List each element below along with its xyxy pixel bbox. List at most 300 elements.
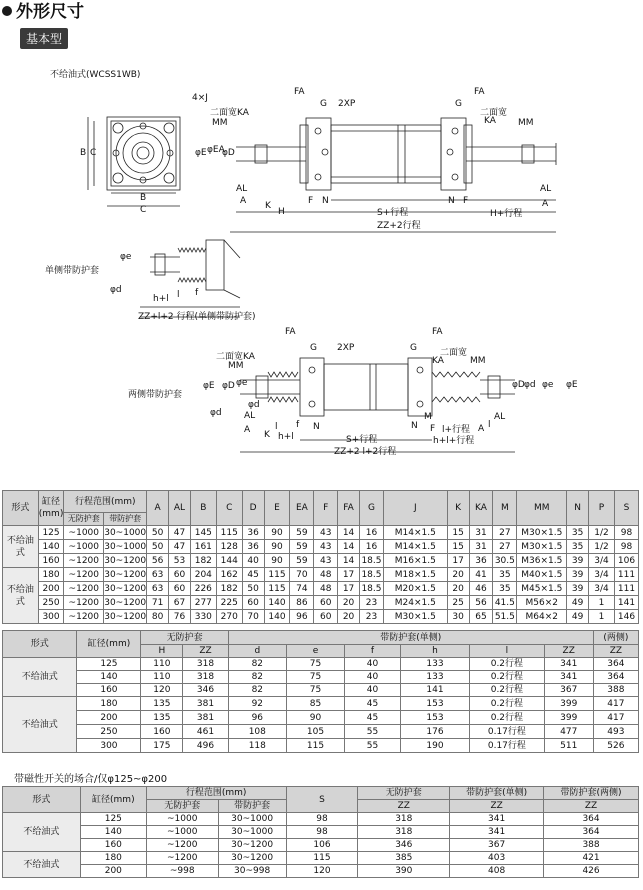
- table-cell: 341: [450, 813, 544, 826]
- dim-label: C: [90, 148, 97, 158]
- dim-label: h+l+行程: [433, 436, 475, 446]
- table3-header: 形式: [3, 787, 81, 813]
- table-cell: 141: [400, 684, 469, 697]
- table-cell: 36: [242, 526, 264, 540]
- table-cell: 160: [77, 684, 141, 697]
- table-cell: 346: [183, 684, 228, 697]
- table-cell: 250: [77, 725, 141, 739]
- table-cell: 30~1200: [104, 597, 147, 608]
- table3-header: 无防护套: [358, 787, 450, 800]
- table1-header: F: [314, 491, 338, 526]
- table1-group-name: 不给油式: [3, 526, 39, 568]
- table-cell: 250: [38, 596, 64, 610]
- table-cell: 60: [169, 582, 191, 596]
- dim-label: φE: [566, 380, 578, 390]
- table1-header: B: [190, 491, 216, 526]
- table1-header: MM: [517, 491, 567, 526]
- dim-label: G: [410, 343, 417, 353]
- table-cell: 39: [567, 554, 589, 568]
- table-cell: 30~1000: [104, 527, 147, 538]
- dim-label: S+行程: [346, 435, 378, 445]
- dim-label: φe: [542, 380, 554, 390]
- table-cell: 48: [314, 582, 338, 596]
- dim-label: ZZ+l+2 行程(单侧带防护套): [138, 312, 256, 322]
- table-cell: 111: [614, 582, 638, 596]
- dim-label: H: [278, 207, 285, 217]
- table-cell: 16: [360, 526, 384, 540]
- table-cell: 60: [169, 568, 191, 582]
- dim-label: ZZ+2行程: [377, 221, 421, 231]
- table-cell: ~1200: [64, 582, 104, 596]
- table-cell: 388: [544, 839, 639, 852]
- table-cell: 80: [147, 610, 169, 624]
- table-cell: 75: [286, 658, 344, 671]
- magnetic-switch-note: 带磁性开关的场合/仅φ125~φ200: [14, 774, 168, 785]
- table-cell: 30: [447, 610, 469, 624]
- table-cell: 67: [169, 596, 191, 610]
- table-cell: 120: [286, 865, 358, 878]
- table2-subheader: e: [286, 645, 344, 658]
- table-cell: ~1000: [146, 826, 218, 839]
- table-cell: ~1000: [64, 540, 104, 554]
- table-cell: 30~1000: [218, 826, 286, 839]
- table2-group-name: 不给油式: [3, 658, 77, 697]
- table-cell: 60: [242, 596, 264, 610]
- table-cell: 300: [77, 739, 141, 753]
- table1-header: 形式: [3, 491, 39, 526]
- table-cell: 55: [345, 739, 401, 753]
- table-cell: 27: [493, 540, 517, 554]
- table2-header: 带防护套(单侧): [228, 631, 593, 645]
- dim-label: φE: [203, 381, 215, 391]
- table-cell: 56: [147, 554, 169, 568]
- table3-subheader: 带防护套: [218, 800, 286, 813]
- table-cell: 98: [614, 540, 638, 554]
- table-cell: 47: [169, 540, 191, 554]
- table-cell: 51.5: [494, 611, 515, 622]
- table-cell: 49: [567, 596, 589, 610]
- table-cell: 0.2行程: [470, 711, 545, 725]
- dim-label: AL: [244, 411, 256, 421]
- table-cell: ~1200: [146, 852, 218, 865]
- table-cell: 40: [242, 554, 264, 568]
- table-cell: 20: [447, 568, 469, 582]
- table-cell: 133: [400, 658, 469, 671]
- table-cell: 364: [544, 826, 639, 839]
- table-cell: 30~1000: [218, 813, 286, 826]
- table-cell: 388: [593, 684, 638, 697]
- dim-label: B: [80, 148, 87, 158]
- table2-header: 缸径(mm): [77, 631, 141, 658]
- table-cell: 82: [228, 684, 286, 697]
- table3-group-name: 不给油式: [3, 852, 81, 878]
- table-cell: 45: [345, 697, 401, 711]
- table1-header: KA: [469, 491, 493, 526]
- table2-subheader: l: [470, 645, 545, 658]
- dim-label: φd: [524, 380, 536, 390]
- table-cell: 364: [593, 671, 638, 684]
- table1-subheader: 无防护套: [64, 513, 104, 526]
- table2-subheader: ZZ: [544, 645, 593, 658]
- table-cell: M64×2: [517, 610, 567, 624]
- table-cell: 3/4: [589, 582, 615, 596]
- dim-label: l: [275, 422, 278, 432]
- table-cell: ~1000: [64, 526, 104, 540]
- dim-label: K: [264, 430, 270, 440]
- table-cell: 461: [183, 725, 228, 739]
- table-cell: 90: [264, 526, 290, 540]
- table-cell: 30~1000: [104, 541, 147, 552]
- table-cell: 14: [338, 554, 360, 568]
- table-cell: 133: [400, 671, 469, 684]
- dim-label: A: [542, 199, 549, 209]
- table-cell: 60: [314, 596, 338, 610]
- table-cell: 55: [345, 725, 401, 739]
- table-cell: 46: [469, 582, 493, 596]
- table2-subheader: f: [345, 645, 401, 658]
- table-cell: 385: [358, 852, 450, 865]
- table-cell: 18.5: [361, 583, 382, 594]
- table-cell: 115: [264, 582, 290, 596]
- table1-header: FA: [338, 491, 360, 526]
- table-cell: M24×1.5: [383, 596, 447, 610]
- single-boot-view: [140, 240, 240, 317]
- dim-label: F: [430, 424, 436, 434]
- table-cell: 141: [614, 596, 638, 610]
- table-cell: 408: [450, 865, 544, 878]
- table-cell: 50: [242, 582, 264, 596]
- table-cell: 182: [216, 582, 242, 596]
- dim-label: N: [322, 196, 329, 206]
- table1-header: AL: [169, 491, 191, 526]
- table-cell: 50: [147, 540, 169, 554]
- dim-label: φEA: [207, 145, 225, 155]
- table3-subheader: ZZ: [544, 800, 639, 813]
- dim-label: φe: [236, 378, 248, 388]
- table-cell: 20: [338, 610, 360, 624]
- table-cell: 153: [400, 711, 469, 725]
- table-cell: 40: [345, 671, 401, 684]
- table2-header: (两侧): [593, 631, 638, 645]
- dim-label: ZZ+2 l+2行程: [334, 447, 397, 457]
- table1-header: J: [383, 491, 447, 526]
- table-cell: 110: [141, 671, 183, 684]
- dim-label: N: [448, 196, 455, 206]
- table-cell: 39: [567, 582, 589, 596]
- table1-header: E: [264, 491, 290, 526]
- table-cell: 108: [228, 725, 286, 739]
- dimension-table-1: [2, 490, 639, 624]
- table-cell: 135: [141, 711, 183, 725]
- table-cell: 277: [190, 596, 216, 610]
- dim-label: φD: [222, 148, 235, 158]
- double-boot-title: 两侧带防护套: [128, 390, 183, 400]
- table-cell: 1/2: [589, 526, 615, 540]
- table3-header: 行程范围(mm): [146, 787, 286, 800]
- dim-label: h+l: [153, 294, 169, 304]
- table-cell: 63: [147, 568, 169, 582]
- table-cell: M18×1.5: [383, 568, 447, 582]
- table-cell: 59: [290, 540, 314, 554]
- table-cell: 115: [286, 852, 358, 865]
- table-cell: 175: [141, 739, 183, 753]
- dim-label: F: [463, 196, 469, 206]
- dim-label: 二面宽: [440, 348, 468, 358]
- table-cell: 318: [358, 813, 450, 826]
- table-cell: 92: [228, 697, 286, 711]
- table-cell: 111: [614, 568, 638, 582]
- dim-label: MM: [518, 118, 534, 128]
- table-cell: 82: [228, 658, 286, 671]
- table-cell: 36: [469, 554, 493, 568]
- table-cell: 50: [147, 526, 169, 540]
- dim-label: F: [308, 196, 314, 206]
- dim-label: M: [424, 412, 432, 422]
- table-cell: M20×1.5: [383, 582, 447, 596]
- table-cell: 35: [493, 568, 517, 582]
- dim-label: A: [240, 196, 247, 206]
- table-cell: ~1200: [146, 839, 218, 852]
- dim-label: φd: [210, 408, 222, 418]
- table-cell: 3/4: [589, 568, 615, 582]
- table-cell: 146: [614, 610, 638, 624]
- table-cell: 417: [593, 711, 638, 725]
- table-cell: 48: [314, 568, 338, 582]
- table-cell: 43: [314, 554, 338, 568]
- table-cell: 1/2: [589, 540, 615, 554]
- table-cell: 30~998: [218, 865, 286, 878]
- table-cell: 381: [183, 711, 228, 725]
- table-cell: 30~1200: [104, 611, 147, 622]
- dim-label: AL: [236, 184, 248, 194]
- table-cell: 59: [290, 526, 314, 540]
- table3-subheader: 无防护套: [146, 800, 218, 813]
- dim-label: l: [177, 290, 180, 300]
- table-cell: M30×1.5: [517, 526, 567, 540]
- table-cell: 367: [544, 684, 593, 697]
- table-cell: 14: [338, 540, 360, 554]
- table-cell: 3/4: [589, 554, 615, 568]
- table-cell: 30~1200: [218, 852, 286, 865]
- table-cell: 403: [450, 852, 544, 865]
- table-cell: 0.2行程: [470, 684, 545, 697]
- table-cell: 63: [147, 582, 169, 596]
- dim-label: AL: [540, 184, 552, 194]
- table-cell: ~1200: [64, 610, 104, 624]
- table1-header: EA: [290, 491, 314, 526]
- dim-label: G: [455, 99, 462, 109]
- table-cell: 125: [38, 526, 64, 540]
- table-cell: 0.17行程: [470, 725, 545, 739]
- dim-label: h+l: [278, 432, 294, 442]
- table-cell: 36: [242, 540, 264, 554]
- table-cell: 60: [314, 610, 338, 624]
- dim-label: A: [244, 425, 251, 435]
- table-cell: 160: [141, 725, 183, 739]
- table-cell: 43: [314, 526, 338, 540]
- table-cell: 300: [38, 610, 64, 624]
- table-cell: 86: [290, 596, 314, 610]
- table-cell: 318: [358, 826, 450, 839]
- table-cell: 118: [228, 739, 286, 753]
- table-cell: 20: [338, 596, 360, 610]
- table-cell: 125: [80, 813, 146, 826]
- table2-subheader: H: [141, 645, 183, 658]
- table-cell: 23: [360, 596, 384, 610]
- table-cell: 125: [77, 658, 141, 671]
- table2-header: 无防护套: [141, 631, 228, 645]
- table-cell: 381: [183, 697, 228, 711]
- table-cell: M40×1.5: [517, 568, 567, 582]
- dim-label: 4×J: [192, 93, 208, 103]
- table-cell: 0.2行程: [470, 697, 545, 711]
- table-cell: 390: [358, 865, 450, 878]
- table-cell: 226: [190, 582, 216, 596]
- table-cell: 399: [544, 697, 593, 711]
- table1-group-name: 不给油式: [3, 568, 39, 624]
- table-cell: 70: [242, 610, 264, 624]
- dim-label: A: [478, 424, 485, 434]
- table-cell: 399: [544, 711, 593, 725]
- table-cell: 30~1200: [104, 583, 147, 594]
- table-cell: 35: [567, 526, 589, 540]
- dim-label: N: [411, 421, 418, 431]
- table-cell: 180: [77, 697, 141, 711]
- table-cell: 364: [593, 658, 638, 671]
- table-cell: 496: [183, 739, 228, 753]
- table-cell: 200: [77, 711, 141, 725]
- table-cell: 41: [469, 568, 493, 582]
- dim-label: 2XP: [337, 343, 355, 353]
- dim-label: N: [313, 422, 320, 432]
- dim-label: l+行程: [442, 425, 471, 435]
- table-cell: 346: [358, 839, 450, 852]
- table-cell: 14: [338, 526, 360, 540]
- table2-group-name: 不给油式: [3, 697, 77, 753]
- table-cell: 153: [400, 697, 469, 711]
- page-title: 外形尺寸: [2, 2, 84, 22]
- dim-label: S+行程: [377, 208, 409, 218]
- table-cell: 128: [216, 540, 242, 554]
- table1-header: N: [567, 491, 589, 526]
- table-cell: 98: [286, 826, 358, 839]
- table3-header: 带防护套(两侧): [544, 787, 639, 800]
- table-cell: 96: [228, 711, 286, 725]
- dim-label: φd: [110, 285, 122, 295]
- table-cell: 71: [147, 596, 169, 610]
- table-cell: 1: [589, 596, 615, 610]
- table-cell: 0.2行程: [470, 671, 545, 684]
- table-cell: 190: [400, 739, 469, 753]
- table2-subheader: ZZ: [183, 645, 228, 658]
- table1-subheader: 带防护套: [104, 513, 147, 526]
- table-cell: 90: [286, 711, 344, 725]
- dim-label: AL: [494, 412, 506, 422]
- table-cell: ~1200: [64, 554, 104, 568]
- table-cell: M30×1.5: [517, 540, 567, 554]
- table-cell: 30~1200: [218, 839, 286, 852]
- dim-label: φe: [120, 252, 132, 262]
- table-cell: 115: [216, 526, 242, 540]
- table-cell: 511: [544, 739, 593, 753]
- table-cell: 120: [141, 684, 183, 697]
- table-cell: 45: [345, 711, 401, 725]
- dim-label: K: [265, 201, 271, 211]
- table-cell: 70: [290, 568, 314, 582]
- table-cell: 426: [544, 865, 639, 878]
- table-cell: 75: [286, 684, 344, 697]
- table-cell: 90: [264, 554, 290, 568]
- table-cell: 140: [80, 826, 146, 839]
- table-cell: 31: [469, 540, 493, 554]
- table-cell: 225: [216, 596, 242, 610]
- table-cell: 180: [80, 852, 146, 865]
- table-cell: 176: [400, 725, 469, 739]
- dim-label: C: [140, 205, 147, 215]
- table-cell: 341: [450, 826, 544, 839]
- table-cell: 74: [290, 582, 314, 596]
- table-cell: 76: [169, 610, 191, 624]
- table-cell: ~1200: [64, 596, 104, 610]
- dimension-table-2: [2, 630, 639, 753]
- table-cell: 85: [286, 697, 344, 711]
- table-cell: ~1000: [146, 813, 218, 826]
- table-cell: 417: [593, 697, 638, 711]
- dimension-table-3: [2, 786, 639, 878]
- table-cell: 110: [141, 658, 183, 671]
- table1-header: P: [589, 491, 615, 526]
- table-cell: 341: [544, 671, 593, 684]
- table-cell: 140: [264, 610, 290, 624]
- end-view: [88, 117, 180, 206]
- table-cell: 526: [593, 739, 638, 753]
- dim-label: 二面宽KA: [210, 108, 249, 118]
- type-tag: 基本型: [20, 28, 68, 49]
- table-cell: 40: [345, 658, 401, 671]
- table-cell: 39: [567, 568, 589, 582]
- table-cell: 43: [314, 540, 338, 554]
- table-cell: M56×2: [517, 596, 567, 610]
- table-cell: 27: [493, 526, 517, 540]
- table3-group-name: 不给油式: [3, 813, 81, 852]
- table-cell: 30~1200: [104, 569, 147, 580]
- dim-label: KA: [484, 116, 496, 126]
- dim-label: KA: [432, 356, 444, 366]
- table-cell: 35: [493, 582, 517, 596]
- dim-label: f: [195, 288, 199, 298]
- table-cell: 145: [190, 526, 216, 540]
- table-cell: 318: [183, 671, 228, 684]
- table2-subheader: d: [228, 645, 286, 658]
- table-cell: M14×1.5: [383, 540, 447, 554]
- table-cell: 53: [169, 554, 191, 568]
- table-cell: 161: [190, 540, 216, 554]
- dim-label: FA: [294, 87, 305, 97]
- table-cell: 18.5: [361, 555, 382, 566]
- table-cell: 106: [614, 554, 638, 568]
- dim-label: φD: [222, 381, 235, 391]
- table-cell: 25: [447, 596, 469, 610]
- table1-header: M: [493, 491, 517, 526]
- table-cell: 477: [544, 725, 593, 739]
- dim-label: l: [488, 420, 491, 430]
- table-cell: 341: [544, 658, 593, 671]
- table2-subheader: h: [400, 645, 469, 658]
- dim-label: f: [296, 420, 300, 430]
- table-cell: 493: [593, 725, 638, 739]
- table-cell: 96: [290, 610, 314, 624]
- table-cell: 160: [80, 839, 146, 852]
